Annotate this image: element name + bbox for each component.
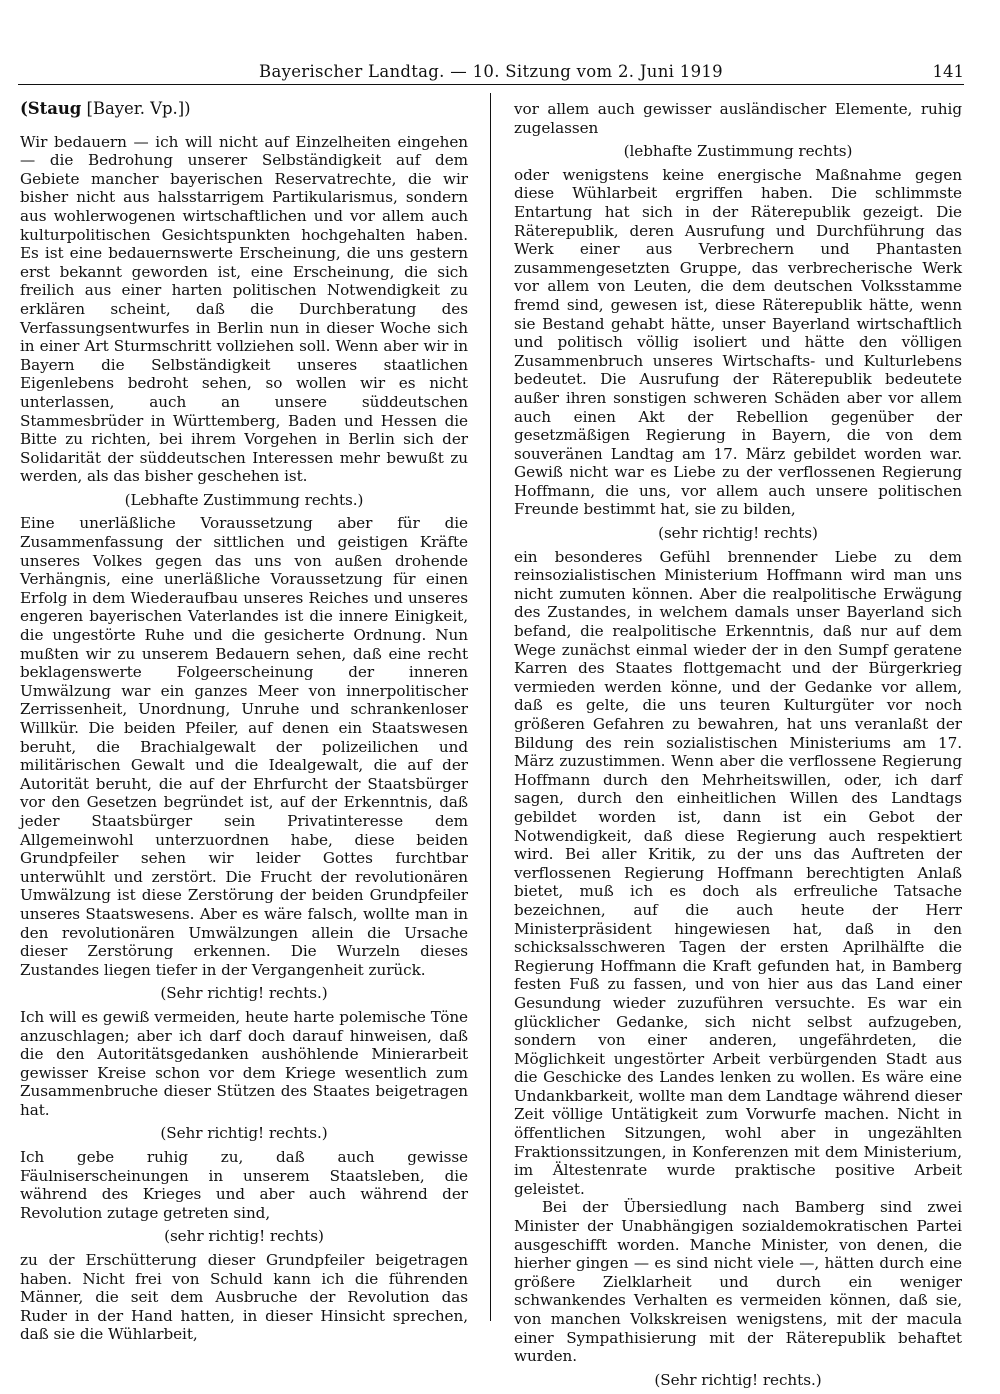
speaker-name: (Staug bbox=[20, 99, 82, 118]
running-title: Bayerischer Landtag. — 10. Sitzung vom 2. Juni 1919 bbox=[259, 62, 723, 81]
speaker-line bbox=[20, 100, 468, 119]
paragraph: zu der Erschütterung dieser Grundpfeiler beigetragen haben. Nicht frei von Schuld kann ich die führenden Männer, die seit dem Ausbruche der Revolution das Ruder in der Hand hatten, in dieser Hinsicht sprechen, daß sie die Wühlarbeit, bbox=[20, 1251, 468, 1344]
interjection: (Sehr richtig! rechts.) bbox=[160, 1124, 328, 1143]
speaker-party: [Bayer. Vp.]) bbox=[81, 99, 191, 118]
paragraph: Ich gebe ruhig zu, daß auch gewisse Fäulniserscheinungen in unserem Staatsleben, die während des Krieges und aber auch während der Revolution zutage getreten sind, bbox=[20, 1148, 468, 1222]
paragraph: vor allem auch gewisser ausländischer Elemente, ruhig zugelassen bbox=[514, 100, 962, 137]
paragraph: ein besonderes Gefühl brennender Liebe zu dem reinsozialistischen Ministerium Hoffmann wird man uns nicht zumuten können. Aber die realpolitische Erwägung des Zustandes, in welchem damals unser Bayerland sich befand, die realpolitische Erkenntnis, daß nur auf dem Wege zunächst einmal wieder der in den Sumpf geratene Karren des Staates flottgemacht und der Bürgerkrieg vermieden werden könne, und der Gedanke vor allem, daß es gelte, die uns teuren Kulturgüter vor noch größeren Gefahren zu bewahren, hat uns veranlaßt der Bildung des rein sozialistischen Ministeriums am 17. März zuzustimmen. Wenn aber die verflossene Regierung Hoffmann durch den Mehrheitswillen, oder, ich darf sagen, durch den einheitlichen Willen des Landtags gebildet worden ist, dann ist ein Gebot der Notwendigkeit, daß diese Regierung auch respektiert wird. Bei aller Kritik, zu der uns das Auftreten der verflossenen Regierung Hoffmann berechtigten Anlaß bietet, muß ich es doch als erfreuliche Tatsache bezeichnen, auf die auch heute der Herr Ministerpräsident hingewiesen hat, daß in den schicksalsschweren Tagen der ersten Aprilhälfte die Regierung Hoffmann die Kraft gefunden hat, in Bamberg festen Fuß zu fassen, und von hier aus das Land einer Gesundung wieder zuzuführen versuchte. Es war ein glücklicher Gedanke, sich nicht selbst aufzugeben, sondern von einer anderen, ungefährdeten, die Möglichkeit ungestörter Arbeit verbürgenden Stadt aus die Geschicke des Landes lenken zu wollen. Es wäre eine Undankbarkeit, wollte man dem Landtage während dieser Zeit völlige Untätigkeit zum Vorwurfe machen. Nicht in öffentlichen Sitzungen, wohl aber in ungezählten Fraktionssitzungen, in Konferenzen mit dem Ministerium, im Ältestenrate wurde praktische positive Arbeit geleistet. bbox=[514, 547, 962, 1198]
left-column bbox=[20, 100, 468, 1344]
interjection: (Sehr richtig! rechts.) bbox=[654, 1370, 822, 1389]
right-column bbox=[514, 100, 962, 1394]
column-divider bbox=[490, 93, 491, 1321]
interjection: (lebhafte Zustimmung rechts) bbox=[623, 142, 853, 161]
page-number: 141 bbox=[932, 62, 964, 81]
paragraph: Eine unerläßliche Voraussetzung aber für die Zusammenfassung der sittlichen und geistigen Kräfte unseres Volkes gegen das uns von außen drohende Verhängnis, eine unerläßliche Voraussetzung für einen Erfolg in dem Wiederaufbau unseres Reiches und unseres engeren bayerischen Vaterlandes ist die innere Einigkeit, die ungestörte Ruhe und die gesicherte Ordnung. Nun mußten wir zu unserem Bedauern sehen, daß eine recht beklagenswerte Folgeerscheinung der inneren Umwälzung war ein ganzes Meer von innerpolitischer Zerrissenheit, Unordnung, Unruhe und schrankenloser Willkür. Die beiden Pfeiler, auf denen ein Staatswesen beruht, die Brachialgewalt der polizeilichen und militärischen Gewalt und die Idealgewalt, die auf der Autorität beruht, die auf der Ehrfurcht der Staatsbürger vor den Gesetzen begründet ist, auf der Erkenntnis, daß jeder Staatsbürger sein Privatinteresse dem Allgemeinwohl unterzuordnen habe, diese beiden Grundpfeiler sehen wir leider Gottes furchtbar unterwühlt und zerstört. Die Frucht der revolutionären Umwälzung ist diese Zerstörung der beiden Grundpfeiler unseres Staatswesens. Aber es wäre falsch, wollte man in den revolutionären Umwälzungen allein die Ursache dieser Zerstörung erkennen. Die Wurzeln dieses Zustandes liegen tiefer in der Vergangenheit zurück. bbox=[20, 514, 468, 979]
paragraph: oder wenigstens keine energische Maßnahme gegen diese Wühlarbeit ergriffen haben. Die schlimmste Entartung hat sich in der Räterepublik gezeigt. Die Räterepublik, deren Ausrufung und Durchführung das Werk einer aus Verbrechern und Phantasten zusammengesetzten Gruppe, das verbrecherische Werk vor allem von Leuten, die dem deutschen Volksstamme fremd sind, gewesen ist, diese Räterepublik hätte, wenn sie Bestand gehabt hätte, unser Bayerland wirtschaftlich und politisch völlig isoliert und hätte den völligen Zusammenbruch unseres Wirtschafts- und Kulturlebens bedeutet. Die Ausrufung der Räterepublik bedeutete außer ihren sonstigen schweren Schäden aber vor allem auch einen Akt der Rebellion gegenüber der gesetzmäßigen Regierung in Bayern, die von dem souveränen Landtag am 17. März gebildet worden war. Gewiß nicht war es Liebe zu der verflossenen Regierung Hoffmann, die uns, vor allem auch unsere politischen Freunde bestimmt hat, sie zu bilden, bbox=[514, 165, 962, 519]
interjection: (Sehr richtig! rechts.) bbox=[160, 984, 328, 1003]
interjection: (sehr richtig! rechts) bbox=[164, 1227, 324, 1246]
paragraph: Ich will es gewiß vermeiden, heute harte polemische Töne anzuschlagen; aber ich darf doch darauf hinweisen, daß die den Autoritätsgedanken aushöhlende Minierarbeit gewisser Kreise schon vor dem Kriege wesentlich zum Zusammenbruche dieser Stützen des Staates beigetragen hat. bbox=[20, 1007, 468, 1119]
paragraph: Wir bedauern — ich will nicht auf Einzelheiten eingehen — die Bedrohung unserer Selbständigkeit auf dem Gebiete mancher bayerischen Reservatrechte, die wir bisher nicht aus halsstarrigem Partikularismus, sondern aus wohlerwogenen wirtschaftlichen und vor allem auch kulturpolitischen Gesichtspunkten hochgehalten haben. Es ist eine bedauernswerte Erscheinung, die uns gestern erst bekannt geworden ist, eine Erscheinung, die sich freilich aus einer harten politischen Notwendigkeit zu erklären scheint, daß die Durchberatung des Verfassungsentwurfes in Berlin nun in dieser Woche sich in einer Art Sturmschritt vollziehen soll. Wenn aber wir in Bayern die Selbständigkeit unseres staatlichen Eigenlebens bedroht sehen, so wollen wir es nicht unterlassen, auch an unsere süddeutschen Stammesbrüder in Württemberg, Baden und Hessen die Bitte zu richten, bei ihrem Vorgehen in Berlin sich der Solidarität der süddeutschen Interessen mehr bewußt zu werden, als das bisher geschehen ist. bbox=[20, 132, 468, 486]
interjection: (Lebhafte Zustimmung rechts.) bbox=[124, 490, 364, 509]
interjection: (sehr richtig! rechts) bbox=[658, 524, 818, 543]
paragraph: Bei der Übersiedlung nach Bamberg sind zwei Minister der Unabhängigen sozialdemokratischen Partei ausgeschifft worden. Manche Minister, von denen, die hierher gingen — es sind nicht viele —, hätten durch eine größere Zielklarheit und durch ein weniger schwankendes Verhalten es vermeiden können, daß sie, von manchen Volkskreisen wenigstens, mit der macula einer Sympathisierung mit der Räterepublik behaftet wurden. bbox=[514, 1198, 962, 1366]
running-header bbox=[18, 60, 964, 85]
